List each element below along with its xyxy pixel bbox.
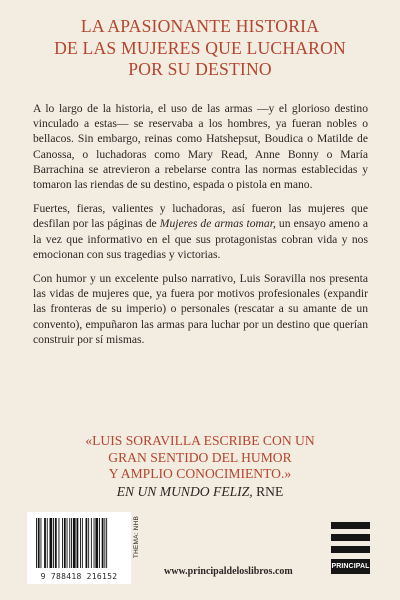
barcode-bar xyxy=(73,518,76,568)
isbn-barcode xyxy=(27,512,131,584)
barcode-bar xyxy=(94,518,95,568)
barcode-bar xyxy=(69,518,70,568)
paragraph-2-text-start: Fuertes, fieras, valientes y luchadoras, así fueron las mujeres que desfilan por las páginas de xyxy=(33,202,368,231)
headline-line-2: DE LAS MUJERES QUE LUCHARON xyxy=(54,37,346,58)
publisher-website: www.principaldeloslibros.com xyxy=(164,566,293,577)
quote-source-program: EN UN MUNDO FELIZ, xyxy=(116,483,253,499)
barcode-bar xyxy=(102,518,104,568)
barcode-bar xyxy=(59,518,60,568)
logo-wordmark: PRINCIPAL xyxy=(331,559,370,574)
barcode-bar xyxy=(36,518,37,568)
logo-stripe xyxy=(331,522,370,529)
barcode-bar xyxy=(55,518,57,568)
logo-stripe xyxy=(331,546,370,553)
barcode-bar xyxy=(62,518,63,568)
synopsis xyxy=(33,101,368,356)
barcode-bar xyxy=(41,518,42,568)
quote-source xyxy=(30,484,370,501)
barcode-bar xyxy=(88,518,89,568)
barcode-bar xyxy=(50,518,53,568)
barcode-bar xyxy=(91,518,92,568)
barcode-bar xyxy=(86,518,88,568)
headline-line-3: POR SU DESTINO xyxy=(128,59,272,79)
headline xyxy=(20,16,380,81)
quote-source-outlet: RNE xyxy=(252,483,284,499)
barcode-bar xyxy=(104,518,105,568)
headline-line-1: LA APASIONANTE HISTORIA xyxy=(80,16,320,36)
barcode-bar xyxy=(47,518,48,568)
barcode-bar xyxy=(82,518,83,568)
publisher-logo xyxy=(331,522,370,574)
synopsis-paragraph-1: A lo largo de la historia, el uso de las armas —y el glorioso destino vinculado a estas— se reservaba a los hombres, ya fueran nobles o bellacos. Sin embargo, reinas como Hatshepsut, Boudica o Matilde de Canossa, o luchadoras como Mary Read, Anne Bonny o María Barrachina se atrevieron a rebelarse contra las normas establecidas y tomaron las riendas de su destino, espada o pistola en mano. xyxy=(33,102,368,192)
quote-line-1: «LUIS SORAVILLA ESCRIBE CON UN xyxy=(85,433,315,448)
isbn-number: 9 788418 216152 xyxy=(40,572,118,581)
quote-line-2: GRAN SENTIDO DEL HUMOR xyxy=(108,449,292,465)
barcode-bar xyxy=(67,518,68,568)
barcode-bar xyxy=(77,518,79,568)
synopsis-paragraph-3: Con humor y un excelente pulso narrativo, Luis Soravilla nos presenta las vidas de mujeres que, ya fuera por motivos profesionales (expandir las fronteras de su imperio) o personales (rescatar a su amante de un convento), empuñaron las armas para luchar por un destino que querían construir por sí mismas. xyxy=(33,272,368,346)
barcode-bar xyxy=(95,518,98,568)
barcode-bar xyxy=(38,518,40,568)
barcode-bar xyxy=(80,518,81,568)
thema-code: THEMA: NHB xyxy=(133,516,140,559)
quote-line-3: Y AMPLIO CONOCIMIENTO.» xyxy=(108,466,292,482)
barcode-bar xyxy=(106,518,107,568)
barcode-bars xyxy=(34,518,124,570)
barcode-bar xyxy=(99,518,100,568)
book-title: Mujeres de armas tomar, xyxy=(159,217,276,231)
review-quote xyxy=(30,433,370,500)
barcode-bar xyxy=(53,518,54,568)
barcode-bar xyxy=(64,518,66,568)
logo-stripe xyxy=(331,534,370,541)
paragraph-2-text-end: un ensayo ameno a la vez que informativo en el que sus protagonistas cobran vida y nos emocionan con sus tragedias y victorias. xyxy=(33,217,368,261)
synopsis-paragraph-2 xyxy=(33,201,368,262)
barcode-bar xyxy=(44,518,46,568)
barcode-bar xyxy=(71,518,72,568)
